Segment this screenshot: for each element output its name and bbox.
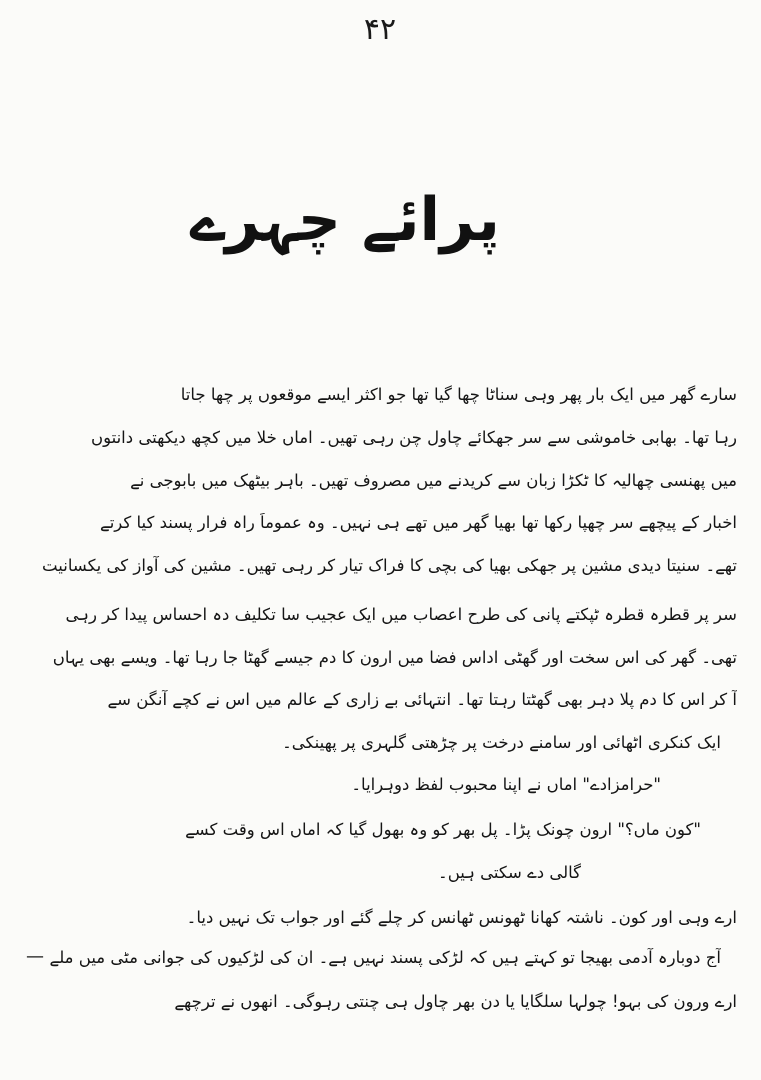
text-line-6: سر پر قطرہ قطرہ ٹپکتے پانی کی طرح اعصاب میں ایک عجیب سا تکلیف دہ احساس پیدا کر رہی [65, 605, 737, 624]
text-line-3: میں پھنسی چھالیہ کا ٹکڑا زبان سے کریدنے میں مصروف تھیں۔ باہر بیٹھک میں بابوجی نے [130, 471, 737, 490]
text-line-12: گالی دے سکتی ہیں۔ [438, 863, 581, 882]
text-line-13: ارے وہی اور کون۔ ناشتہ کھانا ٹھونس ٹھانس کر چلے گئے اور جواب تک نہیں دیا۔ [186, 908, 737, 927]
text-line-7: تھی۔ گھر کی اس سخت اور گھٹی اداس فضا میں اروِن کا دم جیسے گھٹا جا رہا تھا۔ ویسے بھی یہاں [52, 648, 737, 667]
text-line-5: تھے۔ سنیتا دیدی مشین پر جھکی بھیا کی بچی کا فراک تیار کر رہی تھیں۔ مشین کی آواز کی یکسانیت [42, 556, 737, 575]
line-end-dash: — [26, 946, 44, 967]
text-line-11: "کون ماں؟" اروِن چونک پڑا۔ پل بھر کو وہ بھول گیا کہ اماں اس وقت کسے [185, 820, 701, 839]
page-number: ۴۲ [363, 12, 397, 47]
text-line-14: آج دوبارہ آدمی بھیجا تو کہتے ہیں کہ لڑکی پسند نہیں ہے۔ ان کی لڑکیوں کی جوانی مٹی میں ملے [49, 948, 721, 967]
text-line-10: "حرامزادے" اماں نے اپنا محبوب لفظ دوہرایا۔ [351, 775, 661, 794]
text-line-9: ایک کنکری اٹھائی اور سامنے درخت پر چڑھتی گلہری پر پھینکی۔ [282, 733, 721, 752]
text-line-8: آ کر اس کا دم پلا دہر بھی گھٹتا رہتا تھا۔ انتہائی بے زاری کے عالم میں اس نے کچے آنگن سے [107, 690, 737, 709]
text-line-4: اخبار کے پیچھے سر چھپا رکھا تھا بھیا گھر میں تھے ہی نہیں۔ وہ عموماً راہ فرار پسند کیا کرتے [100, 513, 737, 532]
text-line-15: ارے وروِن کی بہو! چولہا سلگایا یا دن بھر چاول ہی چنتی رہوگی۔ انھوں نے ترچھے [174, 992, 737, 1011]
story-title: پرائے چہرے [190, 185, 500, 255]
text-line-1: سارے گھر میں ایک بار پھر وہی سناٹا چھا گیا تھا جو اکثر ایسے موقعوں پر چھا جاتا [180, 385, 737, 404]
text-line-2: رہا تھا۔ بھابی خاموشی سے سر جھکائے چاول چن رہی تھیں۔ اماں خلا میں کچھ دیکھتی دانتوں [90, 428, 737, 447]
